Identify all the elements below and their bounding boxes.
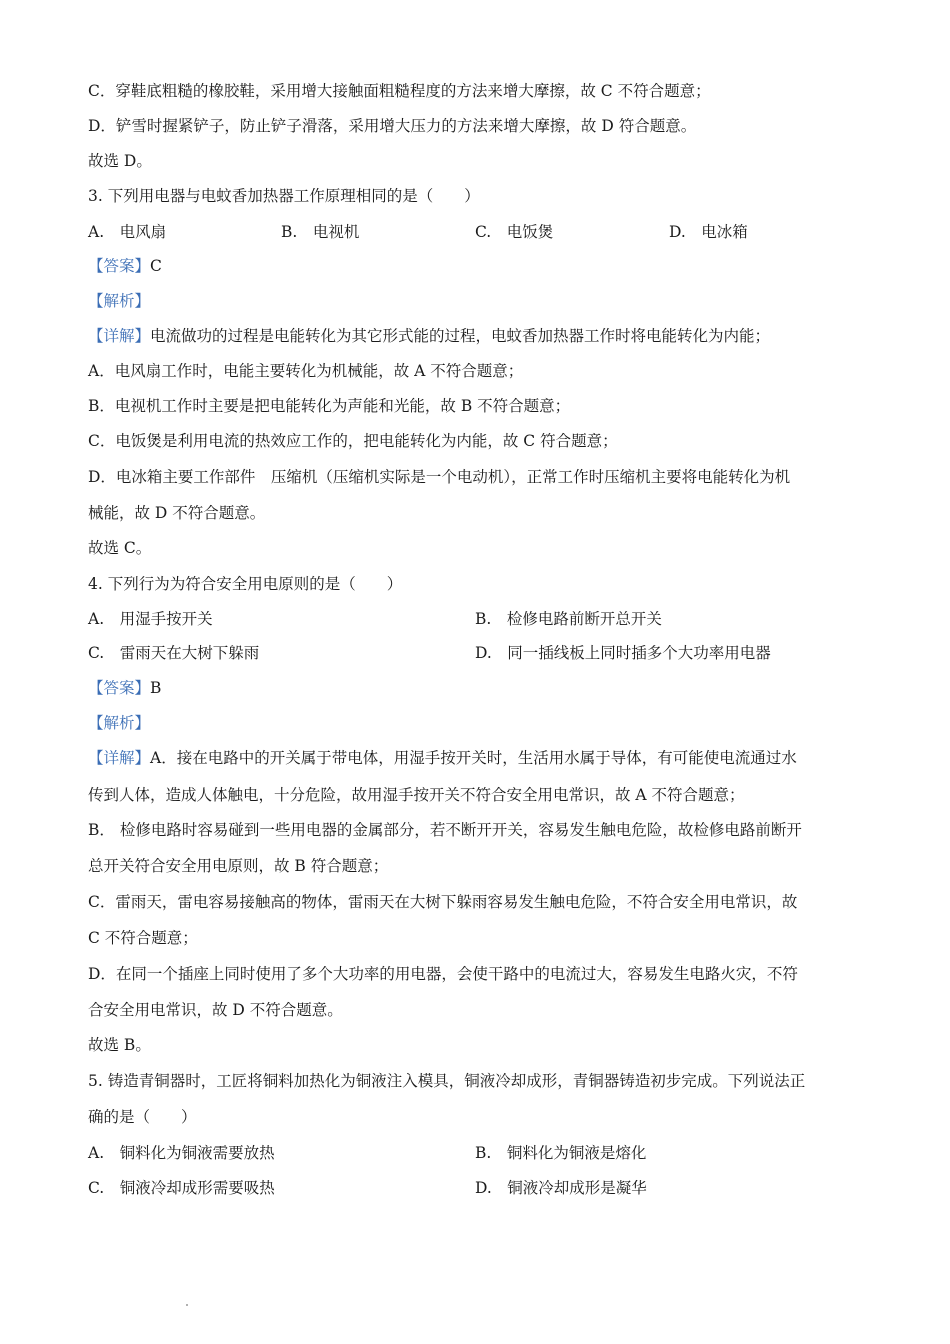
text-line: 故选 B。	[88, 1036, 151, 1054]
option-b: B. 铜料化为铜液是熔化	[475, 1144, 647, 1162]
option-d: D. 电冰箱	[669, 223, 748, 241]
detail-tag: 【详解】	[88, 749, 151, 767]
text-line: C．雷雨天，雷电容易接触高的物体，雷雨天在大树下躲雨容易发生触电危险，不符合安全用电常识，故	[88, 893, 798, 911]
option-a: A. 用湿手按开关	[88, 610, 213, 628]
text-line: D．电冰箱主要工作部件 压缩机（压缩机实际是一个电动机），正常工作时压缩机主要将电能转化为机	[88, 468, 791, 486]
text-line: 合安全用电常识，故 D 不符合题意。	[88, 1001, 343, 1019]
text-line: 故选 D。	[88, 152, 152, 170]
text-line: C．穿鞋底粗糙的橡胶鞋，采用增大接触面粗糙程度的方法来增大摩擦，故 C 不符合题意；	[88, 82, 711, 100]
question-stem: 确的是（ ）	[88, 1108, 197, 1126]
text-line: 传到人体，造成人体触电，十分危险，故用湿手按开关不符合安全用电常识，故 A 不符合题意；	[88, 786, 745, 804]
analysis-tag	[88, 291, 150, 311]
option-b: B. 检修电路前断开总开关	[475, 610, 662, 628]
option-c: C. 铜液冷却成形需要吸热	[88, 1179, 275, 1197]
detail-text: A．接在电路中的开关属于带电体，用湿手按开关时，生活用水属于导体，有可能使电流通过水	[150, 749, 797, 767]
detail-line	[88, 326, 770, 346]
text-line: A．电风扇工作时，电能主要转化为机械能，故 A 不符合题意；	[88, 362, 524, 380]
answer-tag: 【答案】	[88, 679, 151, 697]
text-line: D．在同一个插座上同时使用了多个大功率的用电器，会使干路中的电流过大，容易发生电路火灾，不符	[88, 965, 798, 983]
text-line: C．电饭煲是利用电流的热效应工作的，把电能转化为内能，故 C 符合题意；	[88, 432, 618, 450]
detail-line	[88, 748, 797, 768]
text-line: D．铲雪时握紧铲子，防止铲子滑落，采用增大压力的方法来增大摩擦，故 D 符合题意。	[88, 117, 697, 135]
question-stem: 5. 铸造青铜器时，工匠将铜料加热化为铜液注入模具，铜液冷却成形，青铜器铸造初步完成。下列说法正	[88, 1072, 806, 1090]
text-line: 械能，故 D 不符合题意。	[88, 504, 266, 522]
answer-value: B	[150, 679, 162, 697]
detail-tag: 【详解】	[88, 327, 151, 345]
option-c: C. 电饭煲	[475, 223, 554, 241]
question-stem: 3. 下列用电器与电蚊香加热器工作原理相同的是（ ）	[88, 187, 480, 205]
text-line: C 不符合题意；	[88, 929, 198, 947]
text-line: 总开关符合安全用电原则，故 B 符合题意；	[88, 857, 389, 875]
analysis-label: 【解析】	[88, 714, 151, 732]
question-stem: 4. 下列行为为符合安全用电原则的是（ ）	[88, 575, 403, 593]
answer-line	[88, 678, 161, 698]
detail-text: 电流做功的过程是电能转化为其它形式能的过程，电蚊香加热器工作时将电能转化为内能；	[150, 327, 771, 345]
option-d: D. 同一插线板上同时插多个大功率用电器	[475, 644, 771, 662]
answer-line	[88, 256, 162, 276]
option-a: A. 铜料化为铜液需要放热	[88, 1144, 275, 1162]
stray-dot	[186, 1304, 188, 1306]
text-line: B．电视机工作时主要是把电能转化为声能和光能，故 B 不符合题意；	[88, 397, 571, 415]
option-d: D. 铜液冷却成形是凝华	[475, 1179, 647, 1197]
option-b: B. 电视机	[281, 223, 360, 241]
option-a: A. 电风扇	[88, 223, 167, 241]
answer-value: C	[150, 257, 162, 275]
option-c: C. 雷雨天在大树下躲雨	[88, 644, 260, 662]
analysis-label: 【解析】	[88, 292, 151, 310]
answer-tag: 【答案】	[88, 257, 151, 275]
text-line: 故选 C。	[88, 539, 152, 557]
text-line: B． 检修电路时容易碰到一些用电器的金属部分，若不断开开关，容易发生触电危险，故检修电路前断开	[88, 821, 802, 839]
analysis-tag	[88, 713, 150, 733]
